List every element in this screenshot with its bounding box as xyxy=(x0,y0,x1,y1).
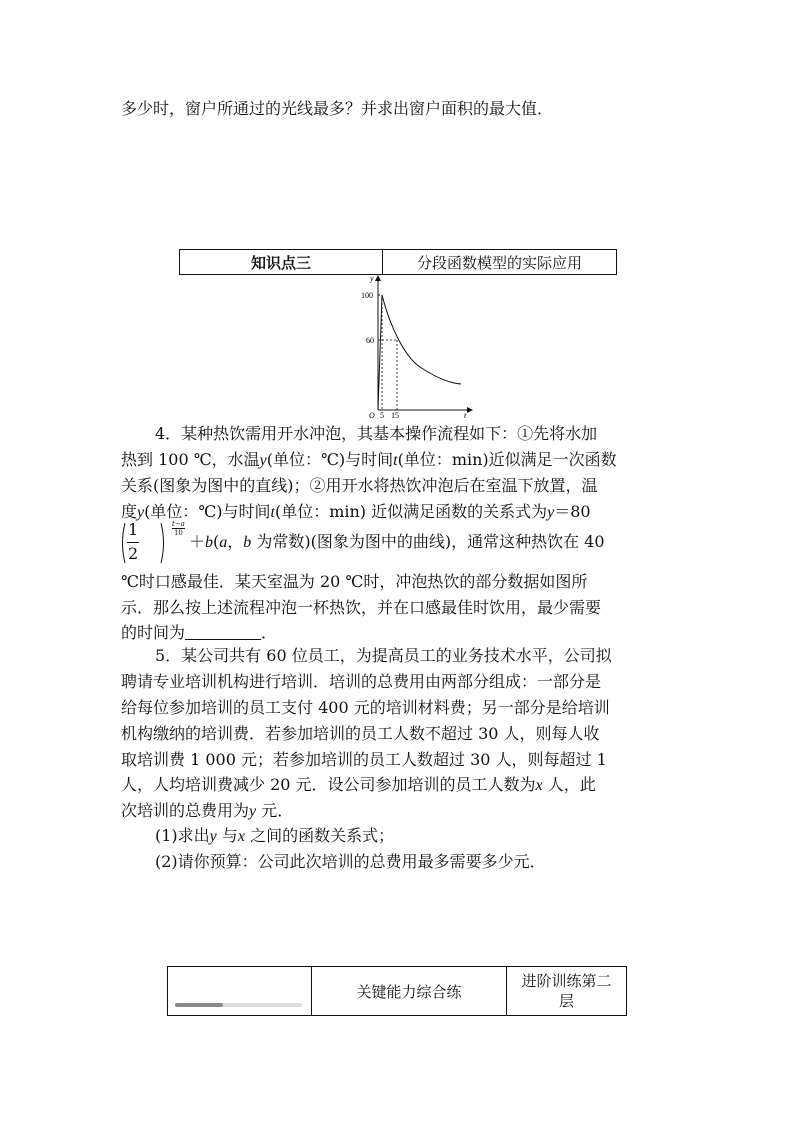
footer-progress-cell xyxy=(168,967,312,1015)
p4-line1: 4．某种热饮需用开水冲泡，其基本操作流程如下：①先将水加 xyxy=(155,424,598,443)
p4-line4: 度y(单位：℃)与时间t(单位：min) 近似满足函数的关系式为y＝80 xyxy=(121,502,591,521)
p5-line6: 人，人均培训费减少 20 元．设公司参加培训的员工人数为x 人，此 xyxy=(121,775,596,794)
p5-line4: 机构缴纳的培训费．若参加培训的员工人数不超过 30 人，则每人收 xyxy=(121,724,600,743)
p5-line7: 次培训的总费用为y 元． xyxy=(121,801,294,820)
temperature-time-graph xyxy=(360,272,475,420)
p4-fraction: 1 2 xyxy=(119,520,169,566)
p5-line3: 给每位参加培训的员工支付 400 元的培训材料费；另一部分是给培训 xyxy=(121,698,610,717)
p4-line5: ＋b(a，b 为常数)(图象为图中的曲线)，通常这种热饮在 40 xyxy=(189,532,605,551)
p5-line5: 取培训费 1 000 元；若参加培训的员工人数超过 30 人，则每超过 1 xyxy=(121,750,607,769)
footer-level-title: 进阶训练第二层 xyxy=(521,972,612,1010)
y-tick-60: 60 xyxy=(366,336,374,345)
knowledge-point-label: 知识点三 xyxy=(180,250,383,274)
p4-exponent: t−a 10 xyxy=(172,520,185,537)
section-footer-table xyxy=(167,966,627,1016)
decay-curve xyxy=(382,295,461,384)
p5-line2: 聘请专业培训机构进行培训．培训的总费用由两部分组成：一部分是 xyxy=(121,672,602,691)
p5-question1: (1)求出y 与x 之间的函数关系式； xyxy=(155,826,395,845)
x-axis-label: t xyxy=(464,411,467,420)
linear-segment xyxy=(378,295,382,410)
p5-line1: 5．某公司共有 60 位员工，为提高员工的业务技术水平，公司拟 xyxy=(155,646,612,665)
progress-fill xyxy=(175,1003,223,1007)
answer-blank[interactable] xyxy=(185,623,261,640)
intro-line: 多少时，窗户所通过的光线最多？并求出窗户面积的最大值． xyxy=(121,99,554,118)
p4-line8: 的时间为 ． xyxy=(121,623,278,642)
footer-section-title: 关键能力综合练 xyxy=(312,967,507,1015)
origin-label: O xyxy=(369,411,375,420)
knowledge-point-title: 分段函数模型的实际应用 xyxy=(416,253,582,272)
y-axis-label: y xyxy=(370,274,374,283)
p4-line2: 热到 100 ℃，水温y(单位：℃)与时间t(单位：min)近似满足一次函数 xyxy=(121,450,617,469)
p4-line7: 示．那么按上述流程冲泡一杯热饮，并在口感最佳时饮用，最少需要 xyxy=(121,598,602,617)
p4-line3: 关系(图象为图中的直线)；②用开水将热饮冲泡后在室温下放置，温 xyxy=(121,476,598,495)
progress-bar xyxy=(175,1003,302,1007)
p5-question2: (2)请你预算：公司此次培训的总费用最多需要多少元． xyxy=(155,852,546,871)
x-tick-15: 15 xyxy=(391,411,399,420)
y-tick-100: 100 xyxy=(361,291,373,300)
p4-line6: ℃时口感最佳．某天室温为 20 ℃时，冲泡热饮的部分数据如图所 xyxy=(121,572,588,591)
x-tick-5: 5 xyxy=(380,411,384,420)
